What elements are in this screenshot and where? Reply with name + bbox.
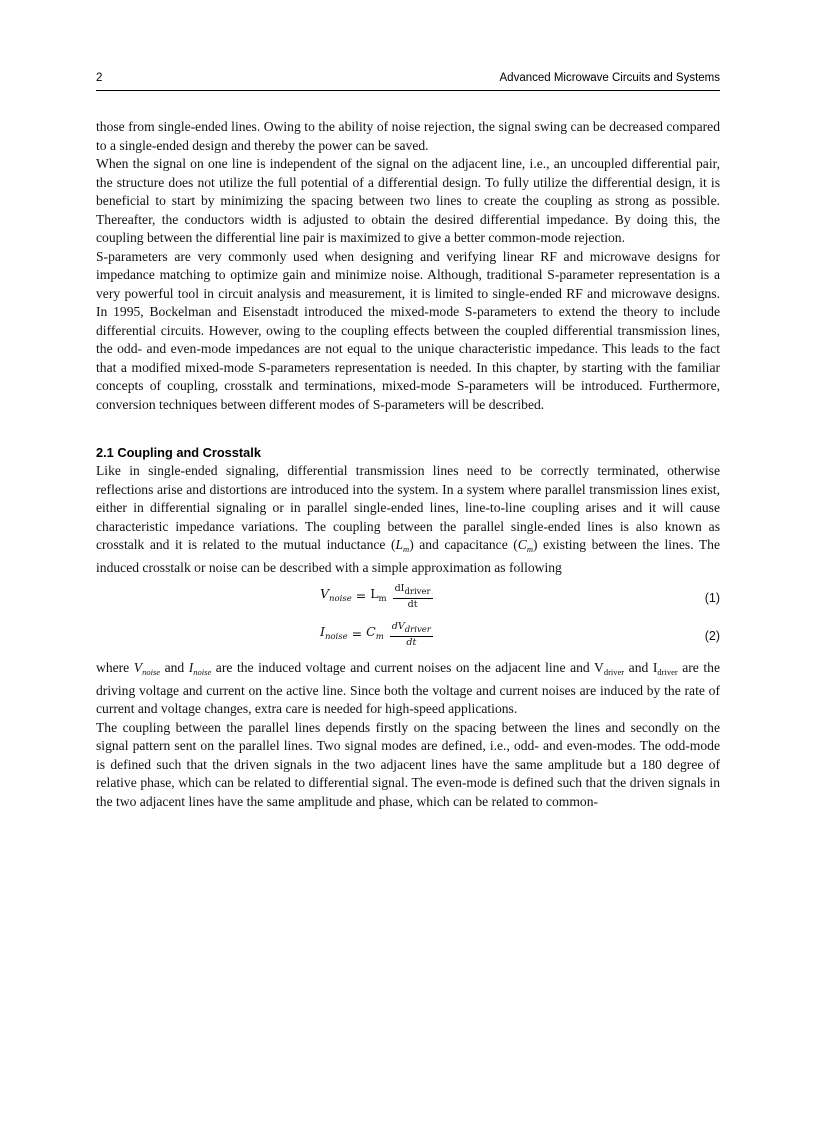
symbol-subscript: m xyxy=(526,544,534,554)
eq-coef xyxy=(370,585,386,609)
equals-sign: = xyxy=(351,626,363,642)
paragraph-intro-3: S-parameters are very commonly used when designing and verifying linear RF and microwave designs for impedance matching to optimize gain and minimize noise. Although, traditional S-parameter representation is a very powerful tool in circuit analysis and measurement, it is limited to single-ended RF and microwave designs. In 1995, Bockelman and Eisenstadt introduced the mixed-mode S-parameters to extend the theory to include differential circuits. However, owing to the coupling effects between the coupled differential transmission lines, the odd- and even-mode impedances are not equal to the unique characteristic impedance. This leads to the fact that a modified mixed-mode S-parameters representation is needed. In this chapter, by starting with the familiar concepts of coupling, crosstalk and terminations, mixed-mode S-parameters will be introduced. Furthermore, conversion techniques between different modes of S-parameters will be described. xyxy=(96,248,720,412)
symbol-idriver xyxy=(653,660,678,675)
eq-var: L xyxy=(370,585,379,601)
text-run: Like in single-ended signaling, differential transmission lines need to be correctly terminated, otherwise reflections arise and distortions are introduced into the system. In a system where parallel transmission lines exist, either in differential signaling or in parallel single-ended lines, line-to-line coupling arises and it will cause characteristic impedance variations. The coupling between the parallel single-ended lines is also known as crosstalk and it is related to the mutual inductance ( xyxy=(96,463,720,552)
paragraph-coupling xyxy=(96,462,720,577)
book-title: Advanced Microwave Circuits and Systems xyxy=(499,72,720,84)
symbol-vnoise xyxy=(134,660,160,675)
symbol-vdriver xyxy=(594,660,624,675)
eq-sub: noise xyxy=(324,631,348,642)
eq-sub: driver xyxy=(404,625,431,635)
text-run: ) existing between the lines. The induced crosstalk or noise can be described with a simple approximation as following xyxy=(96,537,720,575)
body-text xyxy=(96,118,720,811)
symbol-subscript: noise xyxy=(142,667,161,677)
page-number: 2 xyxy=(96,72,103,84)
eq-sub: m xyxy=(375,631,384,642)
paragraph-modes: The coupling between the parallel lines depends firstly on the spacing between the lines and secondly on the signal pattern sent on the parallel lines. Two signal modes are defined, i.e., odd- and even-modes. The odd-mode is defined such that the driven signals in the two adjacent lines have the same amplitude but a 180 degree of relative phase, which can be related to differential signal. The even-mode is defined such that the driven signals in the two adjacent lines have the same amplitude and phase, which can be related to common- xyxy=(96,719,720,809)
eq-sub: driver xyxy=(404,587,431,597)
symbol-inoise xyxy=(189,660,211,675)
text-run: are the induced voltage and current noises on the adjacent line and xyxy=(211,660,594,675)
running-header xyxy=(96,72,720,91)
eq-numerator xyxy=(393,583,433,599)
paragraph-where xyxy=(96,659,720,719)
eq-denominator: dt xyxy=(406,637,417,648)
symbol-letter: V xyxy=(594,660,604,675)
equation-number: (1) xyxy=(704,591,720,605)
eq-num-text: dV xyxy=(391,621,405,632)
eq-sub: noise xyxy=(329,593,352,604)
eq-numerator xyxy=(390,621,433,637)
eq-lhs xyxy=(320,585,352,609)
equation-expression xyxy=(320,621,433,648)
eq-denominator: dt xyxy=(407,599,418,610)
equation-number: (2) xyxy=(704,629,720,643)
equation-2 xyxy=(96,617,720,653)
symbol-cm xyxy=(518,537,533,552)
section-heading: 2.1 Coupling and Crosstalk xyxy=(96,445,261,460)
symbol-letter: V xyxy=(133,660,143,675)
symbol-letter: C xyxy=(517,537,527,552)
paragraph-intro-2: When the signal on one line is independent of the signal on the adjacent line, i.e., an uncoupled differential pair, the structure does not utilize the full potential of a differential design. To fully utilize the differential design, it is beneficial to start by minimizing the spacing between two lines to create the coupling as strong as possible. Thereafter, the conductors width is adjusted to obtain the desired differential impedance. By doing this, the coupling between the differential line pair is maximized to give a better common-mode rejection. xyxy=(96,156,720,245)
symbol-subscript: driver xyxy=(657,667,678,677)
text-run: and xyxy=(624,660,653,675)
symbol-letter: L xyxy=(395,537,404,552)
equation-expression xyxy=(320,583,433,610)
eq-sub: m xyxy=(378,593,387,604)
symbol-lm xyxy=(395,537,409,552)
eq-num-text: dI xyxy=(394,583,405,594)
symbol-letter: I xyxy=(188,660,194,675)
eq-fraction xyxy=(393,583,433,610)
eq-var: C xyxy=(366,623,376,639)
text-run: are the driving voltage and current on the active line. Since both the voltage and current noises are induced by the rate of current and voltage changes, extra care is needed for high-speed applications. xyxy=(96,660,720,716)
eq-coef xyxy=(366,623,384,647)
eq-var: I xyxy=(320,623,325,639)
eq-lhs xyxy=(320,623,348,647)
symbol-subscript: noise xyxy=(193,667,212,677)
text-run: and xyxy=(160,660,189,675)
eq-fraction xyxy=(390,621,433,648)
equals-sign: = xyxy=(355,588,367,604)
paragraph-intro-1: those from single-ended lines. Owing to the ability of noise rejection, the signal swing can be decreased compared to a single-ended design and thereby the power can be saved. xyxy=(96,119,720,153)
text-run: ) and capacitance ( xyxy=(409,537,518,552)
equation-1 xyxy=(96,579,720,615)
text-run: where xyxy=(96,660,134,675)
symbol-subscript: driver xyxy=(603,667,625,677)
eq-var: V xyxy=(320,585,330,601)
symbol-letter: I xyxy=(652,660,658,675)
symbol-subscript: m xyxy=(403,544,410,554)
